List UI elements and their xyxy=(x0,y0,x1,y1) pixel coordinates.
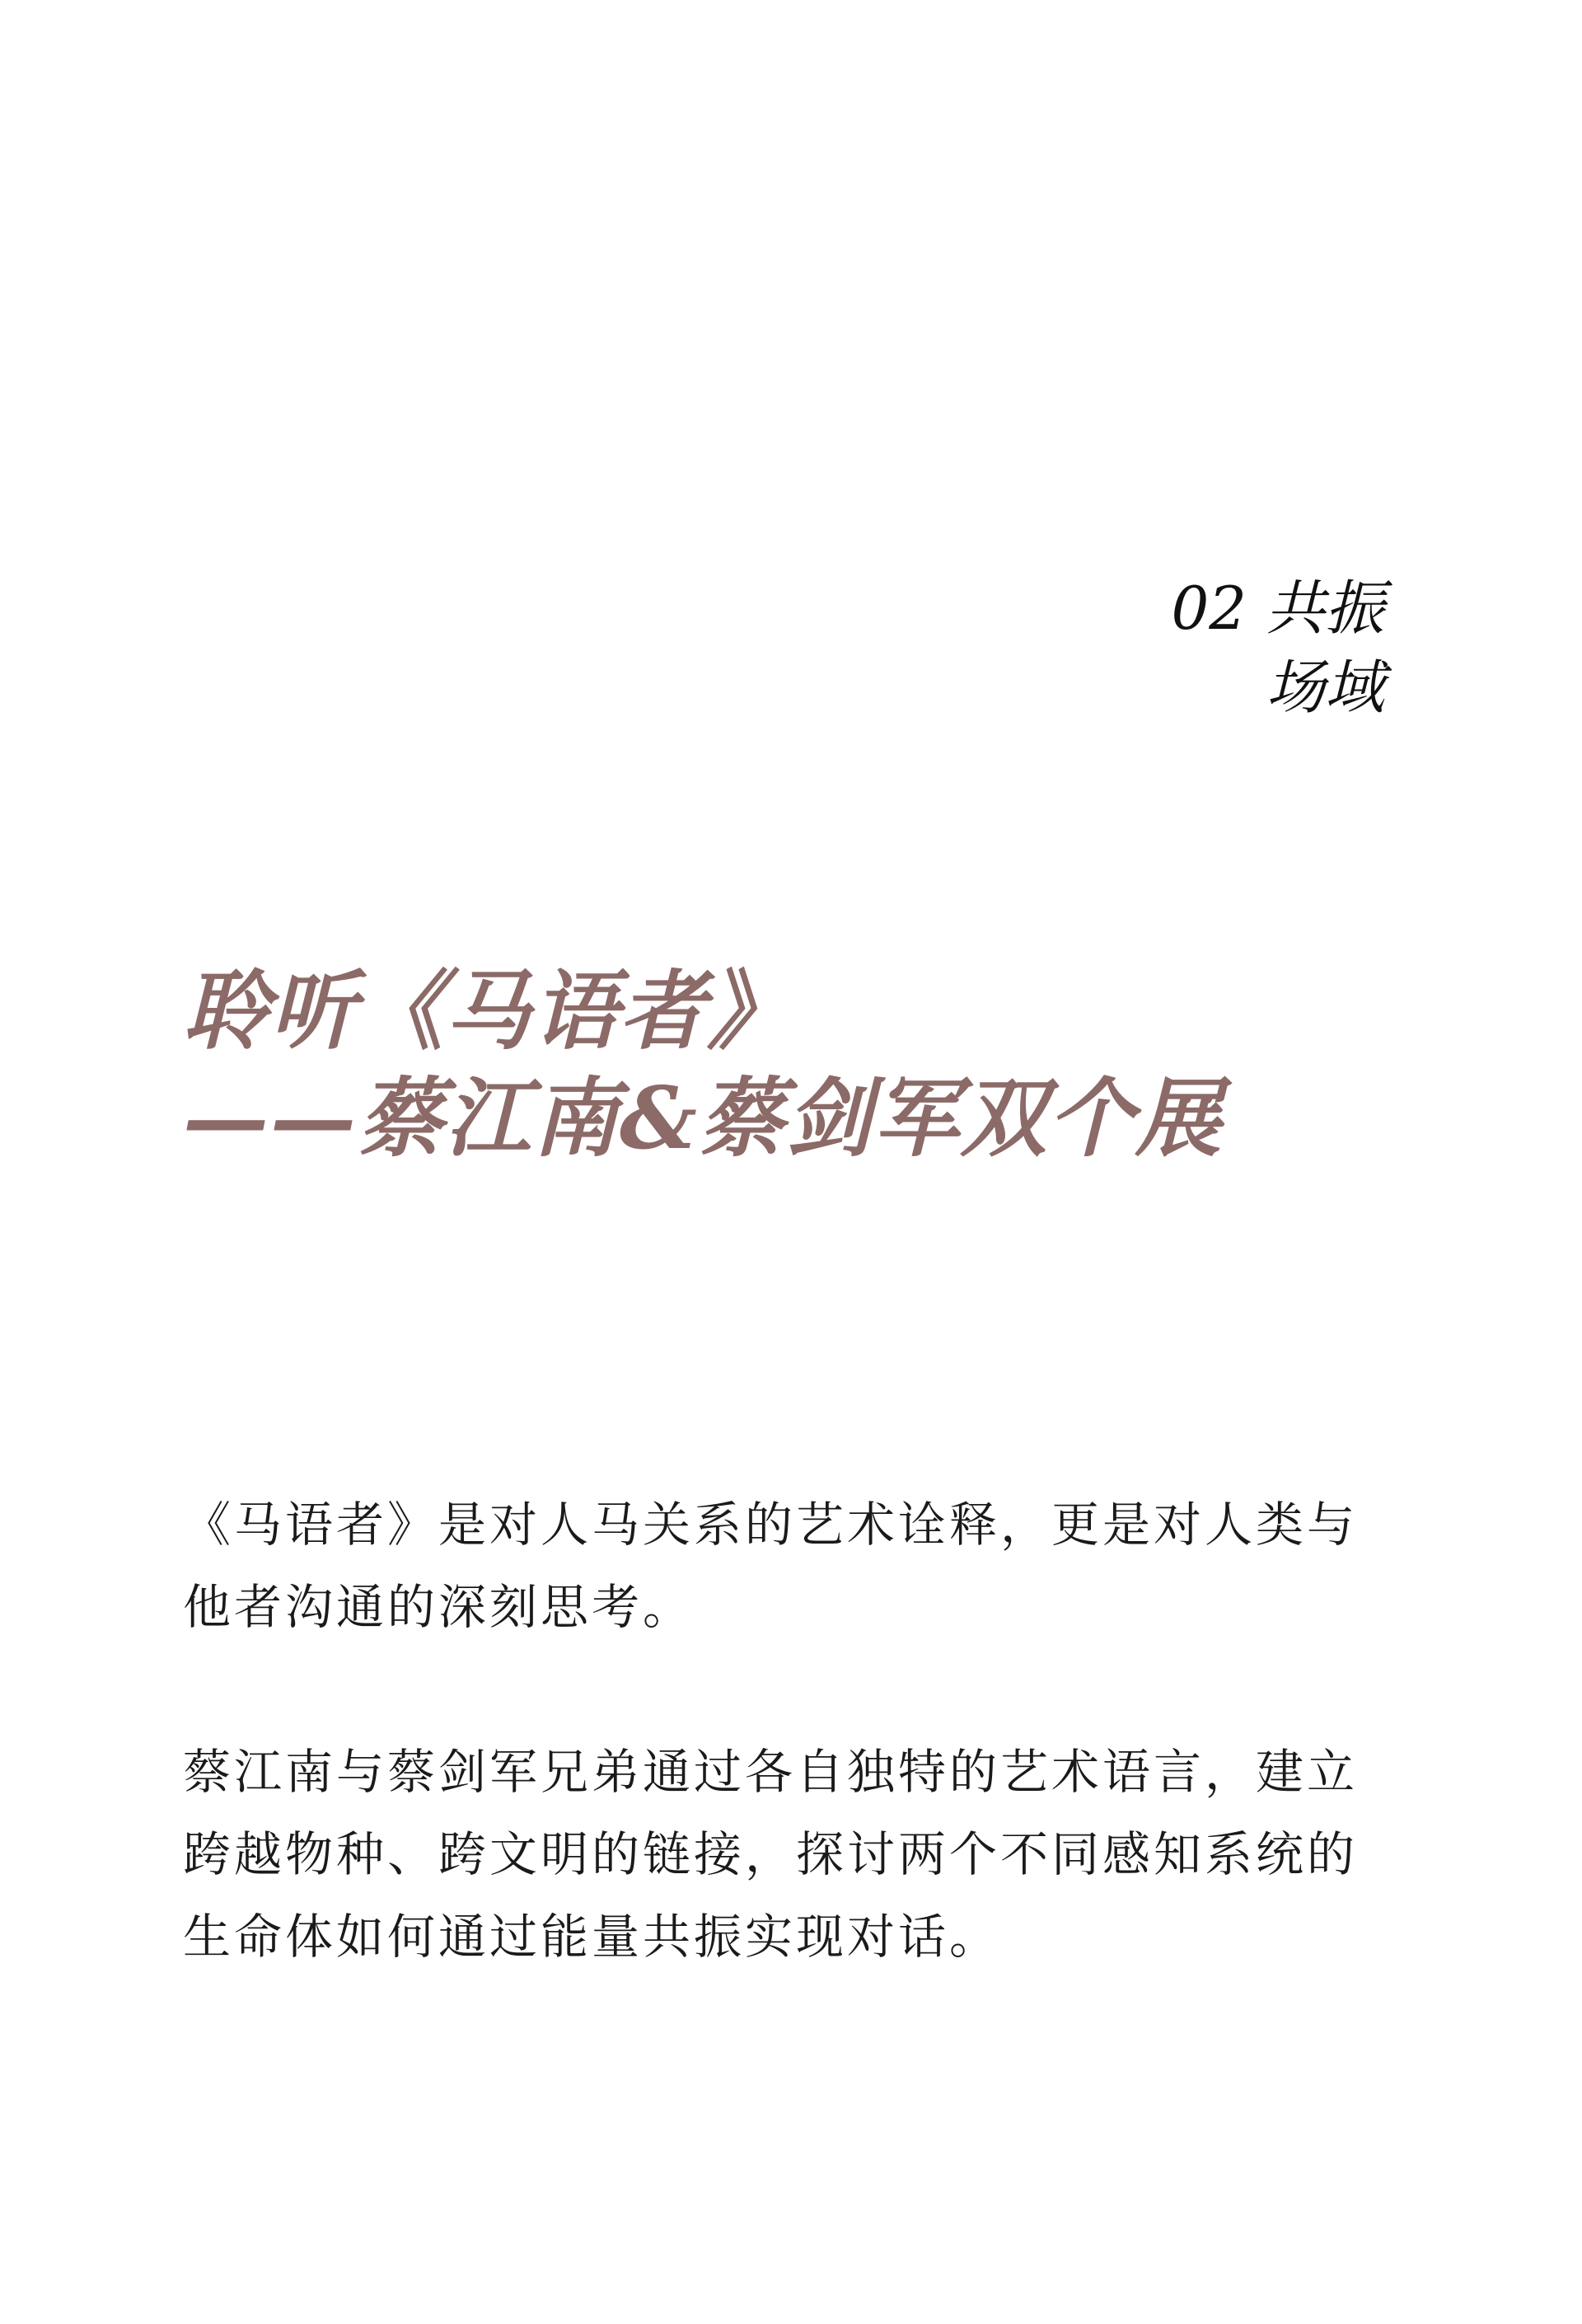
body-text xyxy=(183,1483,1402,1978)
exhibition-title xyxy=(183,958,1223,1172)
paragraph-1: 《马语者》是对人马关系的艺术诠释，更是对人类与他者沟通的深刻思考。 xyxy=(183,1497,1359,1635)
exhibition-title-line-2: ——蔡江南&蔡剑军双个展 xyxy=(183,1067,1223,1169)
section-label-line-2: 场域 xyxy=(1265,653,1384,722)
paragraph-2: 蔡江南与蔡剑军兄弟通过各自独特的艺术语言，建立跨越物种、跨文明的链接，探讨两个不同感知系统的生命体如何通过能量共振实现对话。 xyxy=(183,1744,1359,1965)
exhibition-title-line-1: 聆听《马语者》 xyxy=(183,960,795,1061)
section-label xyxy=(1171,569,1384,727)
section-label-line-1: 02 共振 xyxy=(1171,574,1384,643)
